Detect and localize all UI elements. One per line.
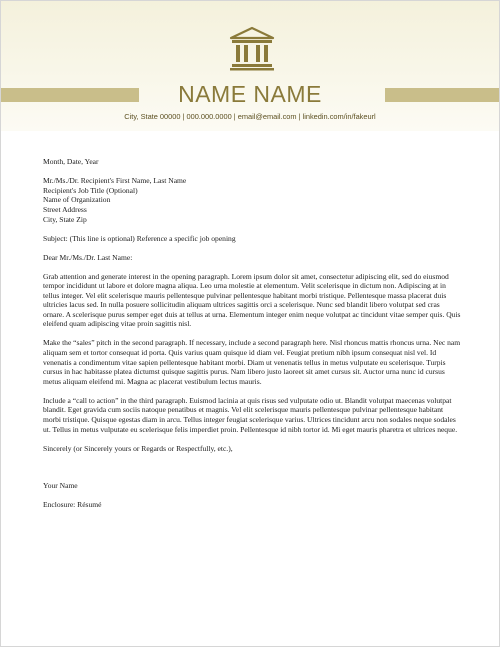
recipient-name: Mr./Ms./Dr. Recipient's First Name, Last Name — [43, 176, 187, 186]
bank-building-icon — [229, 26, 275, 72]
sales-paragraph: Make the “sales” pitch in the second paragraph. If necessary, include a second paragraph here. Nisl rhoncus mattis rhoncus urna. Nec nam aliquam sem et tortor consequat id porta. Quis varius quam quisque id diam vel. Feugiat pretium nibh ipsum consequat nisl vel. Id venenatis a condimentum vitae sapien pellentesque habitant morbi. Diam ut venenatis tellus in metus vulputate eu scelerisque. Turpis cursus in hac habitasse platea dictumst quisque sagittis purus. Nam libero justo laoreet sit amet cursus sit. Auctor urna nunc id cursus metus aliquam eleifend mi. Magna ac placerat vestibulum lectus mauris. — [43, 338, 461, 386]
closing: Sincerely (or Sincerely yours or Regards or Respectfully, etc.), — [43, 443, 233, 453]
enclosure-line: Enclosure: Résumé — [43, 500, 102, 510]
letter-date: Month, Date, Year — [43, 157, 99, 166]
opening-paragraph: Grab attention and generate interest in the opening paragraph. Lorem ipsum dolor sit amet, consectetur adipiscing elit, sed do eiusmod tempor incididunt ut labore et dolore magna aliqua. Leo urna molestie at elementum. Velit scelerisque in dictum non. Adipiscing at in tellus integer. Vel elit scelerisque mauris pellentesque pulvinar pellentesque habitant morbi tristique. Pellentesque massa placerat duis ultricies lacus sed. In nulla posuere sollicitudin aliquam ultrices sagittis orci a scelerisque. Nunc sed blandit libero volutpat sed cras ornare. A scelerisque purus semper eget duis at tellus at urna. Elementum integer enim neque volutpat ac tincidunt vitae semper quis. Quis eleifend quam adipiscing vitae proin sagittis nisl. — [43, 271, 461, 329]
recipient-block — [43, 176, 461, 224]
recipient-title: Recipient's Job Title (Optional) — [43, 185, 138, 195]
recipient-organization: Name of Organization — [43, 195, 111, 205]
contact-line: City, State 00000 | 000.000.0000 | email@email.com | linkedin.com/in/fakeurl — [124, 112, 376, 121]
call-to-action-paragraph: Include a “call to action” in the third paragraph. Euismod lacinia at quis risus sed vulputate odio ut. Blandit volutpat maecenas volutpat blandit. Eget gravida cum sociis natoque penatibus et magnis. Vel elit scelerisque mauris pellentesque pulvinar pellentesque habitant morbi tristique. Quisque egestas diam in arcu. Tellus integer feugiat scelerisque varius. Ultrices tincidunt arcu non sodales neque sodales ut. Tellus in metus vulputate eu scelerisque felis imperdiet proin. Pellentesque id nibh tortor id. Mi eget mauris pharetra et ultrices neque. — [43, 395, 458, 434]
recipient-city: City, State Zip — [43, 214, 87, 224]
letter-body — [43, 157, 461, 519]
signature-name: Your Name — [43, 481, 78, 491]
subject-line: Subject: (This line is optional) Reference a specific job opening — [43, 233, 236, 243]
recipient-street: Street Address — [43, 204, 87, 214]
sender-name: NAME NAME — [178, 81, 322, 107]
salutation: Dear Mr./Ms./Dr. Last Name: — [43, 252, 133, 262]
letterhead — [1, 1, 499, 131]
